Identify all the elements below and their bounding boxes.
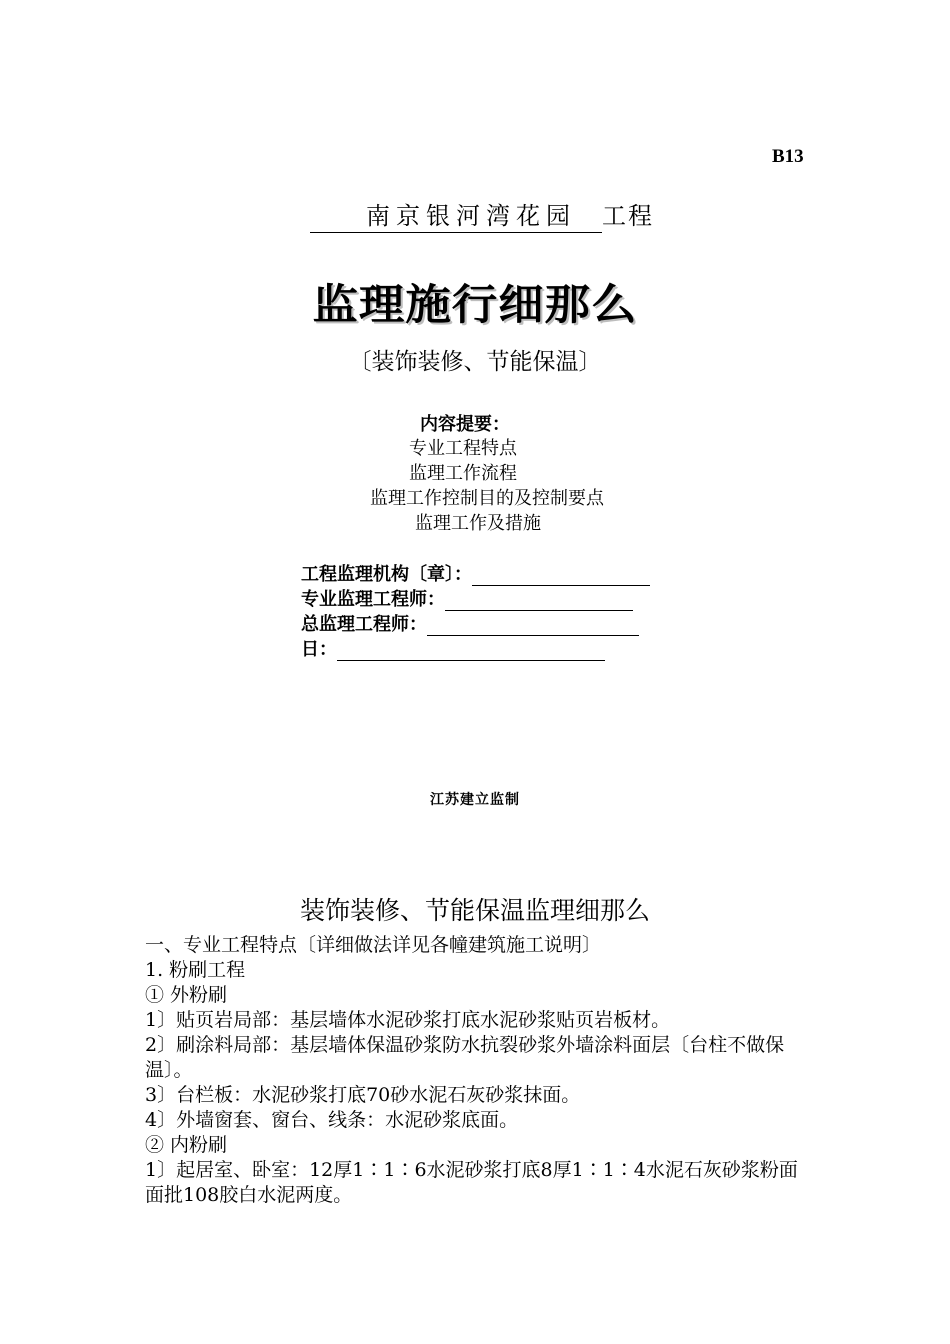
- signature-row-chief: [301, 610, 639, 636]
- project-suffix: 工程: [602, 202, 654, 230]
- summary-item: 监理工作流程: [409, 463, 517, 484]
- document-subtitle: 〔装饰装修、节能保温〕: [348, 349, 602, 375]
- summary-item: 监理工作控制目的及控制要点: [370, 488, 604, 509]
- summary-heading: 内容提要：: [420, 414, 510, 435]
- signature-label: 总监理工程师：: [301, 614, 427, 635]
- body-paragraph: ② 内粉刷: [145, 1134, 228, 1156]
- signature-row-date: [301, 635, 605, 661]
- body-paragraph: 1. 粉刷工程: [145, 959, 246, 981]
- body-paragraph: 2〕刷涂料局部：基层墙体保温砂浆防水抗裂砂浆外墙涂料面层〔台柱不做保温〕。: [145, 1034, 785, 1081]
- summary-item: 监理工作及措施: [415, 513, 541, 534]
- issuing-organization: 江苏建立监制: [430, 792, 520, 808]
- signature-row-specialist: [301, 585, 633, 611]
- signature-blank: [427, 617, 639, 636]
- summary-item: 专业工程特点: [409, 438, 517, 459]
- project-name: 南京银河湾花园: [310, 201, 602, 233]
- signature-label: 专业监理工程师：: [301, 589, 445, 610]
- document-title: 监理施行细那么: [312, 280, 638, 329]
- body-paragraph: 一、专业工程特点〔详细做法详见各幢建筑施工说明〕: [145, 934, 602, 956]
- signature-label: 日：: [301, 639, 337, 660]
- body-paragraph: ① 外粉刷: [145, 984, 228, 1006]
- body-paragraph: 3〕台栏板：水泥砂浆打底70砂水泥石灰砂浆抹面。: [145, 1084, 581, 1106]
- body-paragraph: 1〕贴页岩局部：基层墙体水泥砂浆打底水泥砂浆贴页岩板材。: [145, 1009, 671, 1031]
- signature-blank: [445, 592, 633, 611]
- signature-label: 工程监理机构〔章〕：: [301, 564, 472, 585]
- body-paragraph: 4〕外墙窗套、窗台、线条：水泥砂浆底面。: [145, 1109, 519, 1131]
- document-code: B13: [772, 146, 804, 167]
- project-line: [310, 196, 654, 233]
- section-title: 装饰装修、节能保温监理细那么: [299, 896, 650, 925]
- signature-blank: [472, 567, 650, 586]
- body-paragraph: 1〕起居室、卧室：12厚1∶1∶6水泥砂浆打底8厚1∶1∶4水泥石灰砂浆粉面面批108胶白水泥两度。: [145, 1159, 798, 1206]
- signature-blank: [337, 642, 605, 661]
- signature-row-agency: [301, 560, 650, 586]
- section-body: [145, 933, 810, 1208]
